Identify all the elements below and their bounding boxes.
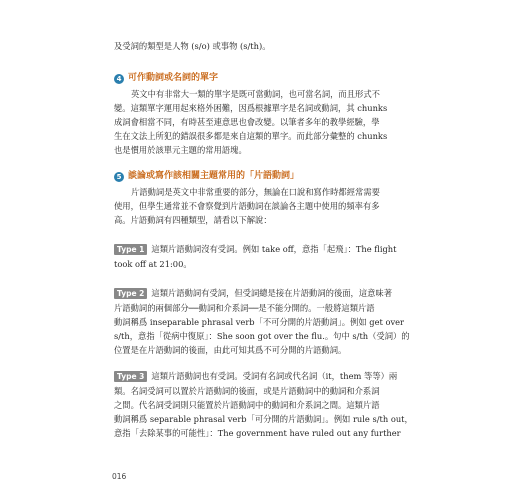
section-5-heading xyxy=(114,170,299,183)
paragraph-line: 也是慣用於該單元主題的常用語塊。 xyxy=(114,145,247,155)
paragraph-text: 這類片語動詞有受詞，但受詞總是接在片語動詞的後面，這意味著 xyxy=(151,288,393,298)
type-badge: Type 2 xyxy=(114,288,147,299)
paragraph-line: 片語動詞是英文中非常重要的部分，無論在口說和寫作時都經常需要 xyxy=(131,187,380,197)
section-4-heading xyxy=(114,72,218,85)
type-1-line xyxy=(114,243,420,256)
paragraph-text: 這類片語動詞沒有受詞。例如 take off，意指「起飛」：The flight xyxy=(151,244,397,254)
page-number: 016 xyxy=(112,472,127,481)
paragraph-line: 使用，但學生通常並不會察覺到片語動詞在談論各主題中使用的頻率有多 xyxy=(114,201,380,211)
paragraph-line: 類。名詞受詞可以置於片語動詞的後面，或是片語動詞中的動詞和介系詞 xyxy=(114,386,380,396)
section-number-badge: 4 xyxy=(114,74,124,84)
paragraph-line: 位置是在片語動詞的後面，由此可知其爲不可分開的片語動詞。 xyxy=(114,345,347,355)
paragraph-line: 動詞稱爲 separable phrasal verb「可分開的片語動詞」。例如 rule s/th out， xyxy=(114,414,413,424)
type-badge: Type 3 xyxy=(114,371,147,382)
paragraph-line: 變。這類單字運用起來格外困難，因爲根據單字是名詞或動詞，其 chunks xyxy=(114,103,388,113)
paragraph-line: 意指「去除某事的可能性」：The government have ruled out any further xyxy=(114,428,401,438)
paragraph-text: 這類片語動詞也有受詞。受詞有名詞或代名詞（it，them 等等）兩 xyxy=(151,371,398,381)
paragraph-line: 片語動詞的兩個部分──動詞和介系詞──是不能分開的。一般將這類片語 xyxy=(114,303,375,313)
intro-line: 及受詞的類型是人物 (s/o) 或事物 (s/th)。 xyxy=(114,41,271,51)
paragraph-line: 英文中有非常大一類的單字是既可當動詞，也可當名詞，而且形式不 xyxy=(131,89,380,99)
paragraph-line: took off at 21:00。 xyxy=(114,259,192,269)
section-title: 談論或寫作該相關主題常用的「片語動詞」 xyxy=(128,171,300,181)
type-3-line xyxy=(114,370,420,383)
paragraph-line: 高。片語動詞有四種類型，請看以下解說： xyxy=(114,215,272,225)
paragraph-line: s/th，意指「從病中復原」：She soon got over the flu.。句中 s/th（受詞）的 xyxy=(114,331,410,341)
paragraph-line: 之間。代名詞受詞則只能置於片語動詞中的動詞和介系詞之間。這類片語 xyxy=(114,400,380,410)
type-badge: Type 1 xyxy=(114,244,147,255)
section-number-badge: 5 xyxy=(114,172,124,182)
paragraph-line: 成詞會相當不同，有時甚至連意思也會改變。以筆者多年的教學經驗，學 xyxy=(114,117,380,127)
section-title: 可作動詞或名詞的單字 xyxy=(128,73,219,83)
type-2-line xyxy=(114,287,420,300)
paragraph-line: 生在文法上所犯的錯誤很多都是來自這類的單字。而此部分彙整的 chunks xyxy=(114,131,388,141)
paragraph-line: 動詞稱爲 inseparable phrasal verb「不可分開的片語動詞」。例如 get over xyxy=(114,317,405,327)
